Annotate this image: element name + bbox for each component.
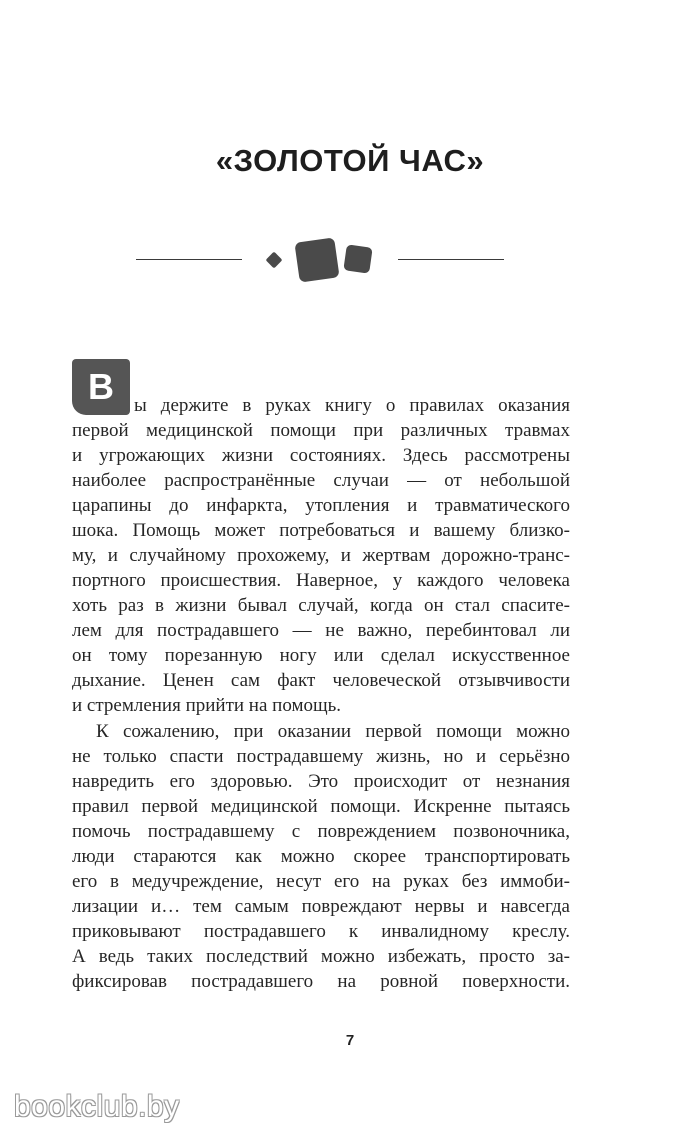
- text-line: люди стараются как можно скорее транспортировать: [72, 846, 570, 867]
- text-line: К сожалению, при оказании первой помощи можно: [96, 721, 570, 742]
- text-line: не только спасти пострадавшему жизнь, но и серьёзно: [72, 746, 570, 767]
- text-line: правил первой медицинской помощи. Искренне пытаясь: [72, 796, 570, 817]
- chapter-title: «ЗОЛОТОЙ ЧАС»: [215, 143, 485, 178]
- text-line: фиксировав пострадавшего на ровной поверхности.: [72, 971, 570, 992]
- page-number: 7: [345, 1032, 355, 1049]
- text-line: А ведь таких последствий можно избежать, просто за-: [72, 946, 570, 967]
- text-line: лизации и… тем самым повреждают нервы и навсегда: [72, 896, 570, 917]
- text-line: и стремления прийти на помощь.: [72, 695, 342, 716]
- text-line: навредить его здоровью. Это происходит от незнания: [72, 771, 570, 792]
- ornament-line-right: [398, 259, 504, 260]
- text-line: му, и случайному прохожему, и жертвам дорожно-транс-: [72, 545, 570, 566]
- text-line: его в медучреждение, несут его на руках без иммоби-: [72, 871, 570, 892]
- text-line: хоть раз в жизни бывал случай, когда он стал спасите-: [72, 595, 570, 616]
- ornament-square-large-icon: [294, 237, 339, 282]
- text-line: портного происшествия. Наверное, у каждого человека: [72, 570, 570, 591]
- ornament-line-left: [136, 259, 242, 260]
- text-line: первой медицинской помощи при различных травмах: [72, 420, 570, 441]
- text-line: он тому порезанную ногу или сделал искусственное: [72, 645, 570, 666]
- text-line: дыхание. Ценен сам факт человеческой отзывчивости: [72, 670, 570, 691]
- ornament-square-small-icon: [343, 244, 372, 273]
- watermark-logo: bookclub.by: [14, 1090, 180, 1123]
- text-line: царапины до инфаркта, утопления и травматического: [72, 495, 570, 516]
- text-line: ы держите в руках книгу о правилах оказания: [134, 395, 570, 416]
- text-line: лем для пострадавшего — не важно, перебинтовал ли: [72, 620, 570, 641]
- ornament-diamond-icon: [266, 252, 283, 269]
- text-line: приковывают пострадавшего к инвалидному креслу.: [72, 921, 570, 942]
- text-line: и угрожающих жизни состояниях. Здесь рассмотрены: [72, 445, 570, 466]
- drop-cap: В: [72, 359, 130, 415]
- text-line: шока. Помощь может потребоваться и вашему близко-: [72, 520, 570, 541]
- text-line: наиболее распространённые случаи — от небольшой: [72, 470, 570, 491]
- text-line: помочь пострадавшему с повреждением позвоночника,: [72, 821, 570, 842]
